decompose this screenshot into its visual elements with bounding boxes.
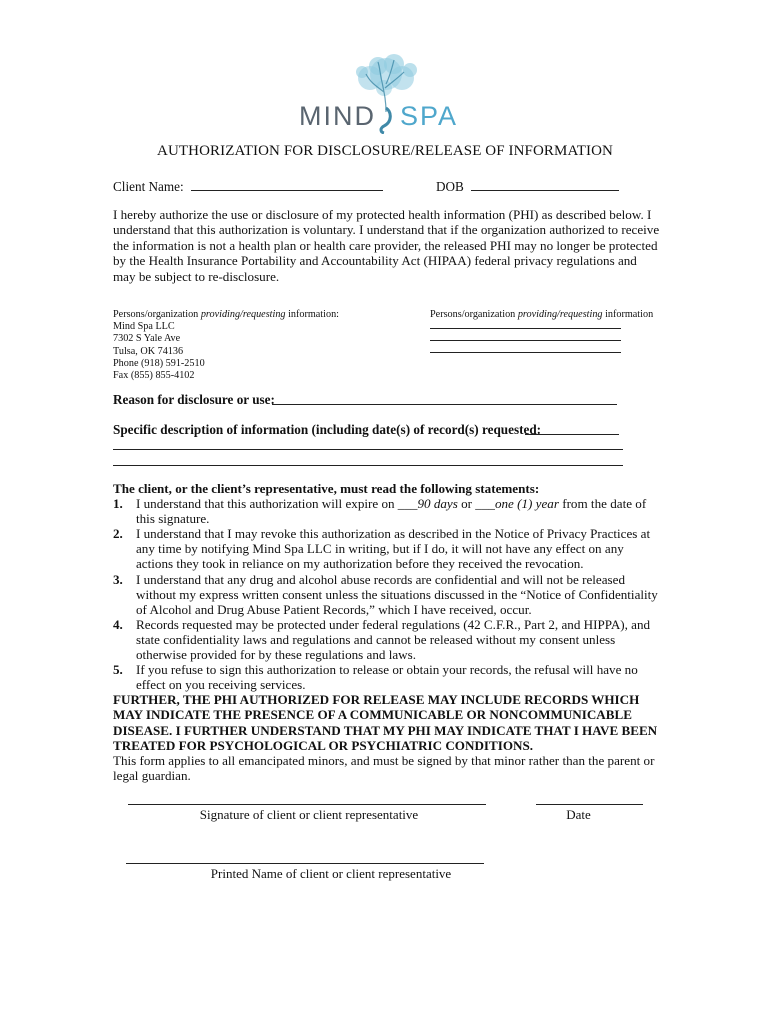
statements-section xyxy=(113,481,658,783)
specific-label: Specific description of information (including date(s) of record(s) requested: xyxy=(113,422,542,437)
org-line: Phone (918) 591-2510 xyxy=(113,357,205,369)
statements-heading: The client, or the client’s representative, must read the following statements: xyxy=(113,481,540,496)
statement-item: 1. I understand that this authorization will expire on ___90 days or ___one (1) year from the date of this signature. xyxy=(113,496,647,527)
statement-item: 5. If you refuse to sign this authorization to release or obtain your records, the refusal will have no effect on you receiving services. xyxy=(113,662,638,693)
dob-label: DOB xyxy=(436,179,464,194)
phi-notice: FURTHER, THE PHI AUTHORIZED FOR RELEASE MAY INCLUDE RECORDS WHICH MAY INDICATE THE PRESENCE OF A COMMUNICABLE OR NONCOMMUNICABLE DISEASE. I FURTHER UNDERSTAND THAT MY PHI MAY INDICATE THAT I HAVE BEEN TREATED FOR PSYCHOLOGICAL OR PSYCHIATRIC CONDITIONS. xyxy=(113,692,658,753)
org-line: 7302 S Yale Ave xyxy=(113,333,181,345)
client-name-label: Client Name: xyxy=(113,179,184,194)
signature-caption: Signature of client or client representative xyxy=(199,807,419,822)
brand-left: MIND xyxy=(299,101,376,131)
minors-notice: This form applies to all emancipated minors, and must be signed by that minor rather than the parent or legal guardian. xyxy=(113,752,655,783)
org-line: Tulsa, OK 74136 xyxy=(113,345,184,357)
client-name-row xyxy=(113,178,383,195)
requesting-org-block xyxy=(430,309,670,353)
page-title: AUTHORIZATION FOR DISCLOSURE/RELEASE OF INFORMATION xyxy=(157,143,613,159)
statement-item: 3. I understand that any drug and alcohol abuse records are confidential and will not be released without my express written consent unless the situations discussed in the “Notice of Confidentiality of Alcohol and Drug Abuse Patient Records,” which I have received, occur. xyxy=(113,571,658,617)
tree-brain-icon xyxy=(296,52,476,134)
date-field[interactable] xyxy=(536,804,643,805)
providing-org-block xyxy=(113,309,413,382)
dob-field[interactable] xyxy=(471,178,619,191)
authorization-paragraph: I hereby authorize the use or disclosure of my protected health information (PHI) as described below. I understand that this authorization is voluntary. I understand that if the organization authorized to receive the information is not a health plan or health care provider, the released PHI may no longer be protected by the Health Insurance Portability and Accountability Act (HIPAA) federal privacy regulations and may be subject to re-disclosure. xyxy=(113,207,660,284)
client-name-field[interactable] xyxy=(191,178,383,191)
reason-row xyxy=(113,392,275,408)
requesting-org-line-1[interactable] xyxy=(430,328,621,329)
printed-name-field[interactable] xyxy=(126,863,484,864)
signature-field[interactable] xyxy=(128,804,486,805)
requesting-org-line-3[interactable] xyxy=(430,352,621,353)
requesting-org-heading: Persons/organization providing/requesting information xyxy=(430,309,654,320)
reason-field[interactable] xyxy=(272,404,617,405)
specific-field-line-2[interactable] xyxy=(113,449,623,450)
brand-right: SPA xyxy=(400,101,459,131)
mind-spa-logo xyxy=(296,52,476,134)
dob-row xyxy=(436,178,619,195)
providing-org-heading: Persons/organization providing/requesting information: xyxy=(113,309,339,320)
date-caption: Date xyxy=(566,807,591,822)
org-line: Mind Spa LLC xyxy=(113,321,175,333)
specific-row xyxy=(113,422,541,438)
printed-name-caption: Printed Name of client or client representative xyxy=(210,866,452,881)
statement-item: 2. I understand that I may revoke this authorization as described in the Notice of Privacy Practices at any time by notifying Mind Spa LLC in writing, but if I do, it will not have any effect on any actions they took in reliance on my authorization before they received the revocation. xyxy=(113,526,651,572)
org-line: Fax (855) 855-4102 xyxy=(113,370,195,382)
reason-label: Reason for disclosure or use: xyxy=(113,392,275,407)
specific-field[interactable] xyxy=(525,434,619,435)
specific-field-line-3[interactable] xyxy=(113,465,623,466)
statement-item: 4. Records requested may be protected under federal regulations (42 C.F.R., Part 2, and HIPPA), and state confidentiality laws and regulations and cannot be released without my consent unless otherwise provided for by these regulations and laws. xyxy=(113,616,651,663)
requesting-org-line-2[interactable] xyxy=(430,340,621,341)
